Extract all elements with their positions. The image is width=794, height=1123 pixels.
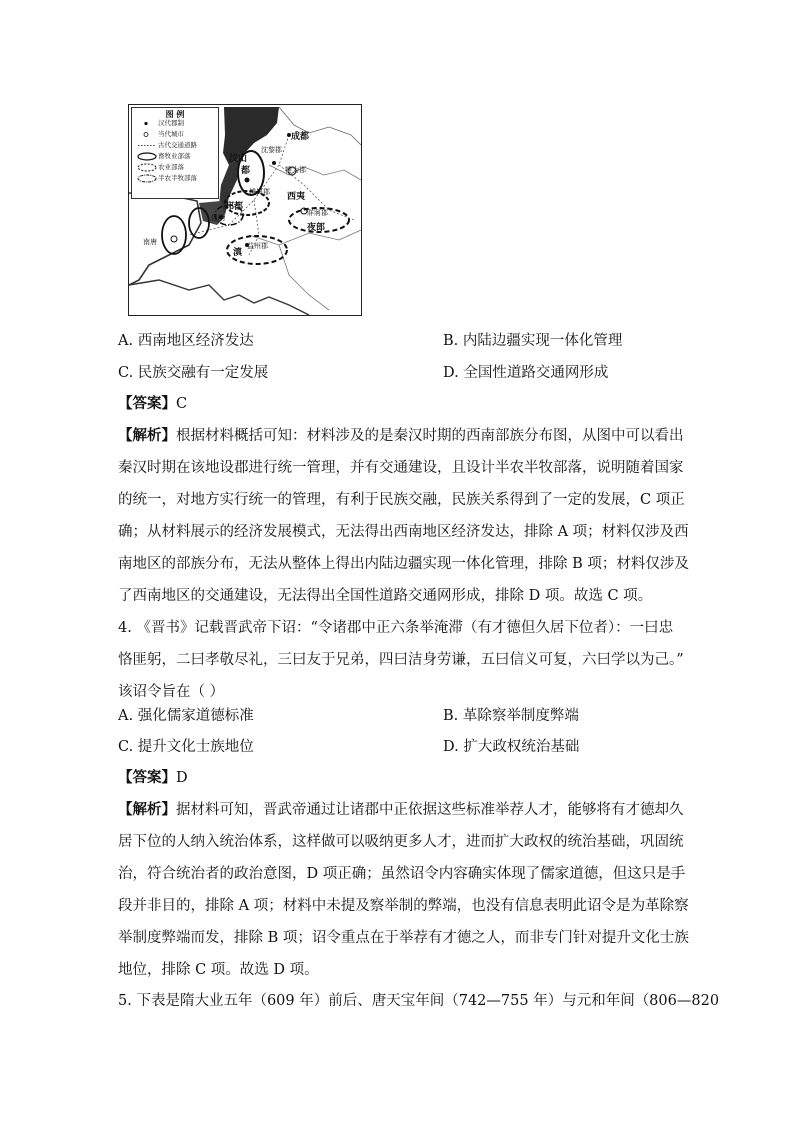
q4-stem-line: 恪匪躬，二曰孝敬尽礼，三曰友于兄弟，四曰洁身劳谦，五曰信义可复，六曰学以为己。” bbox=[118, 652, 684, 668]
city-marker bbox=[171, 236, 177, 242]
q3-analysis-line: 确；从材料展示的经济发展模式，无法得出西南地区经济发达，排除 A 项；材料仅涉及西 bbox=[118, 524, 689, 540]
q3-analysis-line: 【解析】根据材料概括可知：材料涉及的是秦汉时期的西南部族分布图，从图中可以看出 bbox=[118, 427, 684, 444]
southwest-tribes-map bbox=[128, 104, 362, 316]
q3-option-a: A. 西南地区经济发达 bbox=[118, 333, 254, 349]
q4-option-b: B. 革除察举制度弊端 bbox=[443, 708, 579, 724]
map-label: 邛都 bbox=[225, 202, 244, 212]
map-label: 益州郡 bbox=[247, 242, 268, 250]
q4-stem-line: 该诏令旨在（ ） bbox=[118, 684, 225, 700]
prefecture-marker bbox=[245, 178, 250, 183]
map-label: 都 bbox=[241, 166, 251, 176]
map-boundary bbox=[279, 245, 329, 310]
q3-option-b: B. 内陆边疆实现一体化管理 bbox=[443, 333, 623, 349]
map-label: 夜郎 bbox=[307, 223, 326, 233]
prefecture-marker bbox=[272, 161, 276, 165]
q4-option-d: D. 扩大政权统治基础 bbox=[443, 739, 580, 755]
q4-analysis-line: 治，符合统治者的政治意图，D 项正确；虽然诏令内容确实体现了儒家道德，但这只是手 bbox=[118, 866, 686, 882]
q3-analysis-line: 了西南地区的交通建设，无法得出全国性道路交通网形成，排除 D 项。故选 C 项。 bbox=[118, 588, 653, 604]
q5-stem: 5. 下表是隋大业五年（609 年）前后、唐天宝年间（742—755 年）与元和年间（806—820 bbox=[118, 993, 720, 1009]
legend-item: 农业部落 bbox=[132, 162, 218, 173]
q3-analysis-line: 秦汉时期在该地设郡进行统一管理，并有交通建设，且设计半农半牧部落，说明随着国家 bbox=[118, 460, 684, 476]
map-border bbox=[129, 280, 309, 315]
q3-option-d: D. 全国性道路交通网形成 bbox=[443, 365, 609, 381]
q4-option-a: A. 强化儒家道德标准 bbox=[118, 708, 254, 724]
dashed-ellipse-icon bbox=[136, 163, 158, 172]
q4-analysis-line: 地位，排除 C 项。故选 D 项。 bbox=[118, 962, 319, 978]
dotted-line-icon bbox=[136, 141, 158, 150]
map-label: 滇 bbox=[233, 248, 243, 258]
legend-title: 图 例 bbox=[165, 109, 185, 119]
q4-option-c: C. 提升文化士族地位 bbox=[118, 739, 254, 755]
q4-analysis-line: 居下位的人纳入统治体系，这样做可以吸纳更多人才，进而扩大政权的统治基础，巩固统 bbox=[118, 834, 684, 850]
map-border bbox=[129, 193, 201, 285]
legend-item: 畜牧业部落 bbox=[132, 151, 218, 162]
hollow-dot-icon bbox=[136, 130, 158, 139]
solid-ellipse-icon bbox=[136, 152, 158, 161]
q3-analysis-line: 的统一，对地方实行统一的管理，有利于民族交融，民族关系得到了一定的发展，C 项正 bbox=[118, 492, 685, 508]
dashdot-ellipse-icon bbox=[136, 174, 158, 183]
map-label: 沈黎郡 bbox=[261, 146, 282, 154]
q4-stem-line: 4. 《晋书》记载晋武帝下诏：“令诸郡中正六条举淹滞（有才德但久居下位者）：一曰忠 bbox=[118, 620, 674, 636]
q3-analysis-line: 南地区的部族分布，无法从整体上得出内陆边疆实现一体化管理，排除 B 项；材料仅涉及 bbox=[118, 556, 689, 572]
q3-answer: 【答案】C bbox=[118, 395, 188, 412]
legend-item: 半农半牧部落 bbox=[132, 173, 218, 184]
q4-analysis-line: 【解析】据材料可知，晋武帝通过让诸郡中正依据这些标准举荐人才，能够将有才德却久 bbox=[118, 801, 684, 818]
q4-analysis-line: 举制度弊端而发，排除 B 项；诏令重点在于举荐有才德之人，而非专门针对提升文化士族 bbox=[118, 930, 689, 946]
map-label: 成都 bbox=[291, 132, 310, 142]
legend-item: 汉代郡制 bbox=[132, 118, 218, 129]
map-label: 越嶲郡 bbox=[249, 188, 270, 196]
q4-analysis-line: 段并非目的，排除 A 项；材料中未提及察举制的弊端，也没有信息表明此诏令是为革除察 bbox=[118, 898, 689, 914]
map-legend bbox=[131, 107, 219, 199]
map-label: 牂牁郡 bbox=[307, 209, 328, 217]
q4-answer: 【答案】D bbox=[118, 769, 188, 786]
map-label: 南唐 bbox=[143, 238, 157, 246]
filled-dot-icon bbox=[136, 119, 158, 128]
map-label: 犍为郡 bbox=[285, 166, 306, 174]
pastoral-tribe-area bbox=[162, 216, 186, 254]
map-label: 西夷 bbox=[287, 192, 306, 202]
map-label: 汶山 bbox=[229, 154, 248, 164]
legend-item: 古代交通道路 bbox=[132, 140, 218, 151]
map-label: 昆明 bbox=[211, 214, 225, 222]
q3-option-c: C. 民族交融有一定发展 bbox=[118, 365, 269, 381]
map-boundary bbox=[269, 165, 361, 180]
legend-item: 当代城市 bbox=[132, 129, 218, 140]
